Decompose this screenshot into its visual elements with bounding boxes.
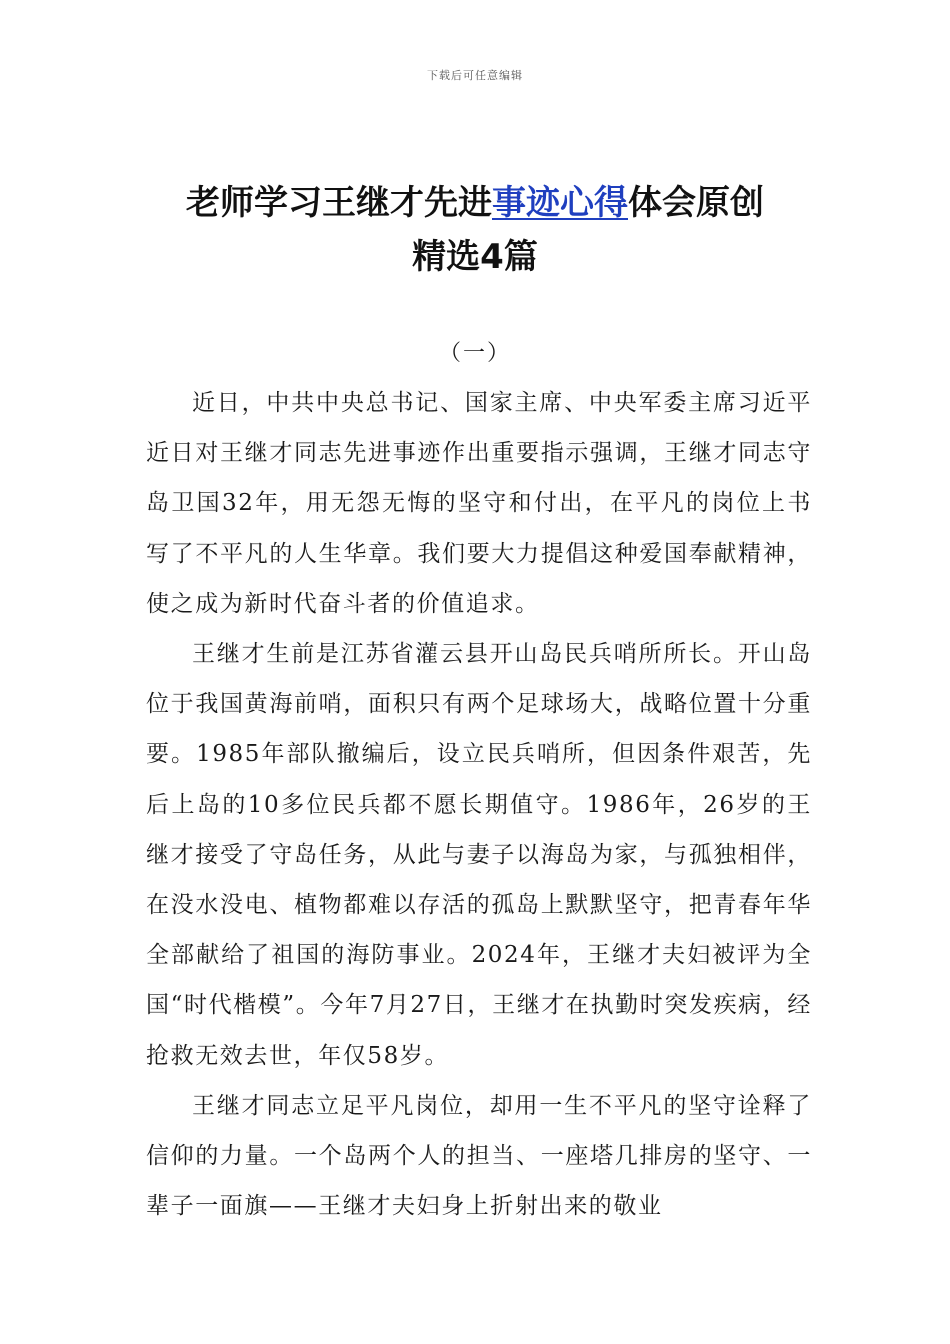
- title-text-end: 体会原创: [628, 183, 764, 223]
- title-link[interactable]: 事迹心得: [492, 183, 628, 223]
- paragraph-3: 王继才同志立足平凡岗位，却用一生不平凡的坚守诠释了信仰的力量。一个岛两个人的担当、一座塔几排房的坚守、一辈子一面旗——王继才夫妇身上折射出来的敬业: [146, 1092, 812, 1220]
- title-text-start: 老师学习王继才先进: [186, 183, 492, 223]
- header-note: 下载后可任意编辑: [427, 69, 523, 82]
- paragraph-2: 王继才生前是江苏省灌云县开山岛民兵哨所所长。开山岛位于我国黄海前哨，面积只有两个足球场大，战略位置十分重要。1985年部队撤编后，设立民兵哨所，但因条件艰苦，先后上岛的10多位民兵都不愿长期值守。1986年，26岁的王继才接受了守岛任务，从此与妻子以海岛为家，与孤独相伴，在没水没电、植物都难以存活的孤岛上默默坚守，把青春年华全部献给了祖国的海防事业。2024年，王继才夫妇被评为全国“时代楷模”。今年7月27日，王继才在执勤时突发疾病，经抢救无效去世，年仅58岁。: [146, 641, 812, 1069]
- body-text: [146, 378, 812, 1231]
- title-line-1: [120, 176, 830, 230]
- title-line-2: 精选4篇: [412, 237, 538, 277]
- section-number: （一）: [438, 341, 511, 366]
- document-title: [120, 176, 830, 284]
- paragraph-1: 近日，中共中央总书记、国家主席、中央军委主席习近平近日对王继才同志先进事迹作出重要指示强调，王继才同志守岛卫国32年，用无怨无悔的坚守和付出，在平凡的岗位上书写了不平凡的人生华章。我们要大力提倡这种爱国奉献精神，使之成为新时代奋斗者的价值追求。: [146, 390, 812, 617]
